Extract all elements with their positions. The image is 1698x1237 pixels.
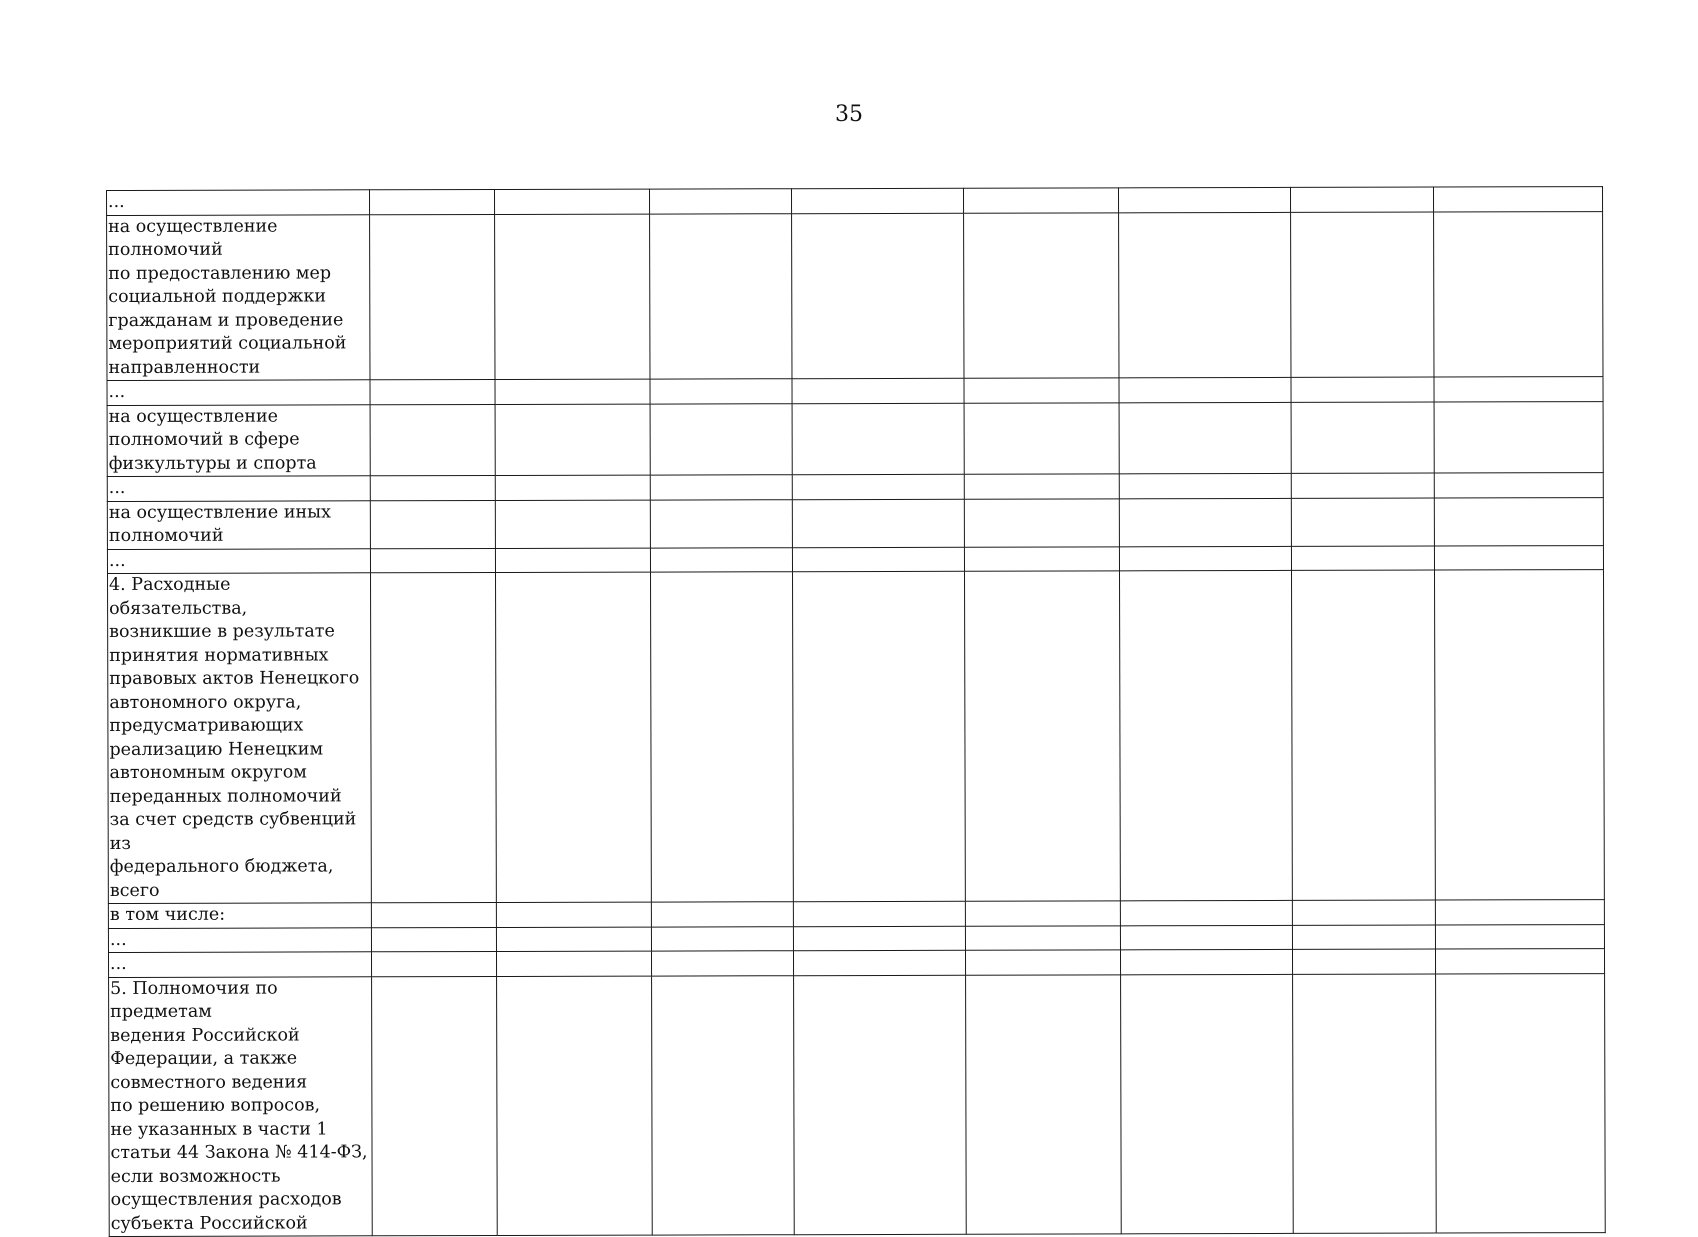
table-cell [964,546,1119,571]
table-cell [965,571,1121,901]
table-cell [1292,570,1436,900]
table-cell [1434,570,1604,900]
table-cell [1120,900,1292,925]
table-row [108,570,1605,904]
table-cell [1291,402,1434,474]
table-cell [371,902,496,927]
table-cell [1434,211,1603,377]
table-cell [1120,925,1292,950]
table-cell [792,474,964,499]
table-cell [495,214,650,380]
table-cell [651,951,793,976]
row-label: ... [107,548,370,573]
table-cell [1434,377,1603,402]
table-cell [792,499,964,547]
row-label: 5. Полномочия по предметам ведения Российской Федерации, а также совместного ведения по решению вопросов, не указанных в части 1 статьи 44 Закона № 414-ФЗ, если возможность осуществления расходов субъекта Российской [109,976,373,1236]
table-cell [650,547,792,572]
table-cell [1118,187,1290,212]
table-cell [650,379,792,404]
row-label: на осуществление полномочий в сфере физкультуры и спорта [107,404,370,476]
table-cell [793,950,965,975]
table-cell [495,500,650,548]
table-cell [1435,924,1604,949]
row-label: 4. Расходные обязательства, возникшие в результате принятия нормативных правовых актов Ненецкого автономного округа, предусматривающих реализацию Ненецким автономным округом переданных полномочий за счет средств субвенций из федерального бюджета, всего [108,573,372,904]
table-cell [652,975,795,1235]
table-cell [1434,473,1603,498]
table-cell [1119,402,1291,474]
table-cell [1119,498,1291,546]
table-cell [1119,473,1291,498]
table-cell [370,379,495,404]
table-cell [370,475,495,500]
table-cell [371,951,496,976]
table-cell [965,950,1120,975]
table-cell [650,499,792,547]
table-cell [963,188,1118,213]
row-label: ... [107,476,370,501]
table-row [107,497,1603,549]
table-cell [1120,949,1292,974]
table-cell [370,404,495,476]
row-label: на осуществление иных полномочий [107,500,370,549]
table-cell [1291,377,1434,402]
table-cell [1121,974,1294,1234]
table-cell [495,379,650,404]
table-cell [1291,212,1434,378]
table-cell [494,189,649,214]
table-cell [1292,925,1435,950]
table-cell [1291,498,1434,546]
row-label: ... [107,380,370,405]
table-cell [370,189,495,214]
row-label: ... [107,190,370,215]
table-cell [794,975,967,1235]
table-cell [1435,900,1604,925]
table-cell [370,500,495,548]
table-cell [1119,546,1291,571]
table-cell [651,902,793,927]
table-cell [1120,570,1293,900]
table-cell [651,572,794,902]
table-row [107,211,1603,380]
table-cell [1119,377,1291,402]
page-number: 35 [835,102,863,127]
table-row [107,401,1603,476]
table-cell [964,474,1119,499]
table-cell [964,378,1119,403]
table-cell [650,213,792,379]
table-cell [495,475,650,500]
table-cell [496,927,651,952]
table-cell [792,213,964,379]
table-cell [1436,973,1606,1233]
table-cell [793,901,965,926]
table-cell [1433,187,1602,212]
row-label: в том числе: [108,903,371,928]
table-cell [496,951,651,976]
table-cell [965,901,1120,926]
table-cell [966,974,1122,1234]
row-label: ... [108,927,371,952]
table-cell [964,498,1119,546]
table-cell [793,926,965,951]
table-cell [1290,187,1433,212]
table-cell [370,548,495,573]
table-row [109,973,1606,1236]
table-cell [371,927,496,952]
row-label: ... [108,952,371,977]
table-cell [1292,900,1435,925]
table-cell [964,402,1119,474]
table-cell [1119,212,1291,378]
table-cell [371,572,497,902]
table-cell [650,403,792,475]
table-cell [1435,949,1604,974]
table-cell [1293,974,1437,1234]
table-cell [792,403,964,475]
table-cell [1434,401,1603,473]
table-cell [650,475,792,500]
table-cell [964,212,1119,378]
table-cell [1434,545,1603,570]
table-cell [495,404,650,476]
table-cell [496,902,651,927]
table-cell [495,548,650,573]
table-cell [496,572,652,902]
table-cell [1291,473,1434,498]
table-cell [965,925,1120,950]
table-cell [1291,546,1434,571]
table-cell [793,571,966,901]
expenditure-table [106,186,1606,1237]
table-cell [651,926,793,951]
table-cell [1292,949,1435,974]
table-cell [792,547,964,572]
table-cell [792,378,964,403]
table-cell [791,188,963,213]
table-cell [497,976,653,1236]
table-cell [649,189,791,214]
table-cell [1434,497,1603,545]
table-cell [370,214,495,380]
row-label: на осуществление полномочий по предоставлению мер социальной поддержки гражданам и проведение мероприятий социальной направленности [107,214,370,380]
table-cell [372,976,498,1236]
